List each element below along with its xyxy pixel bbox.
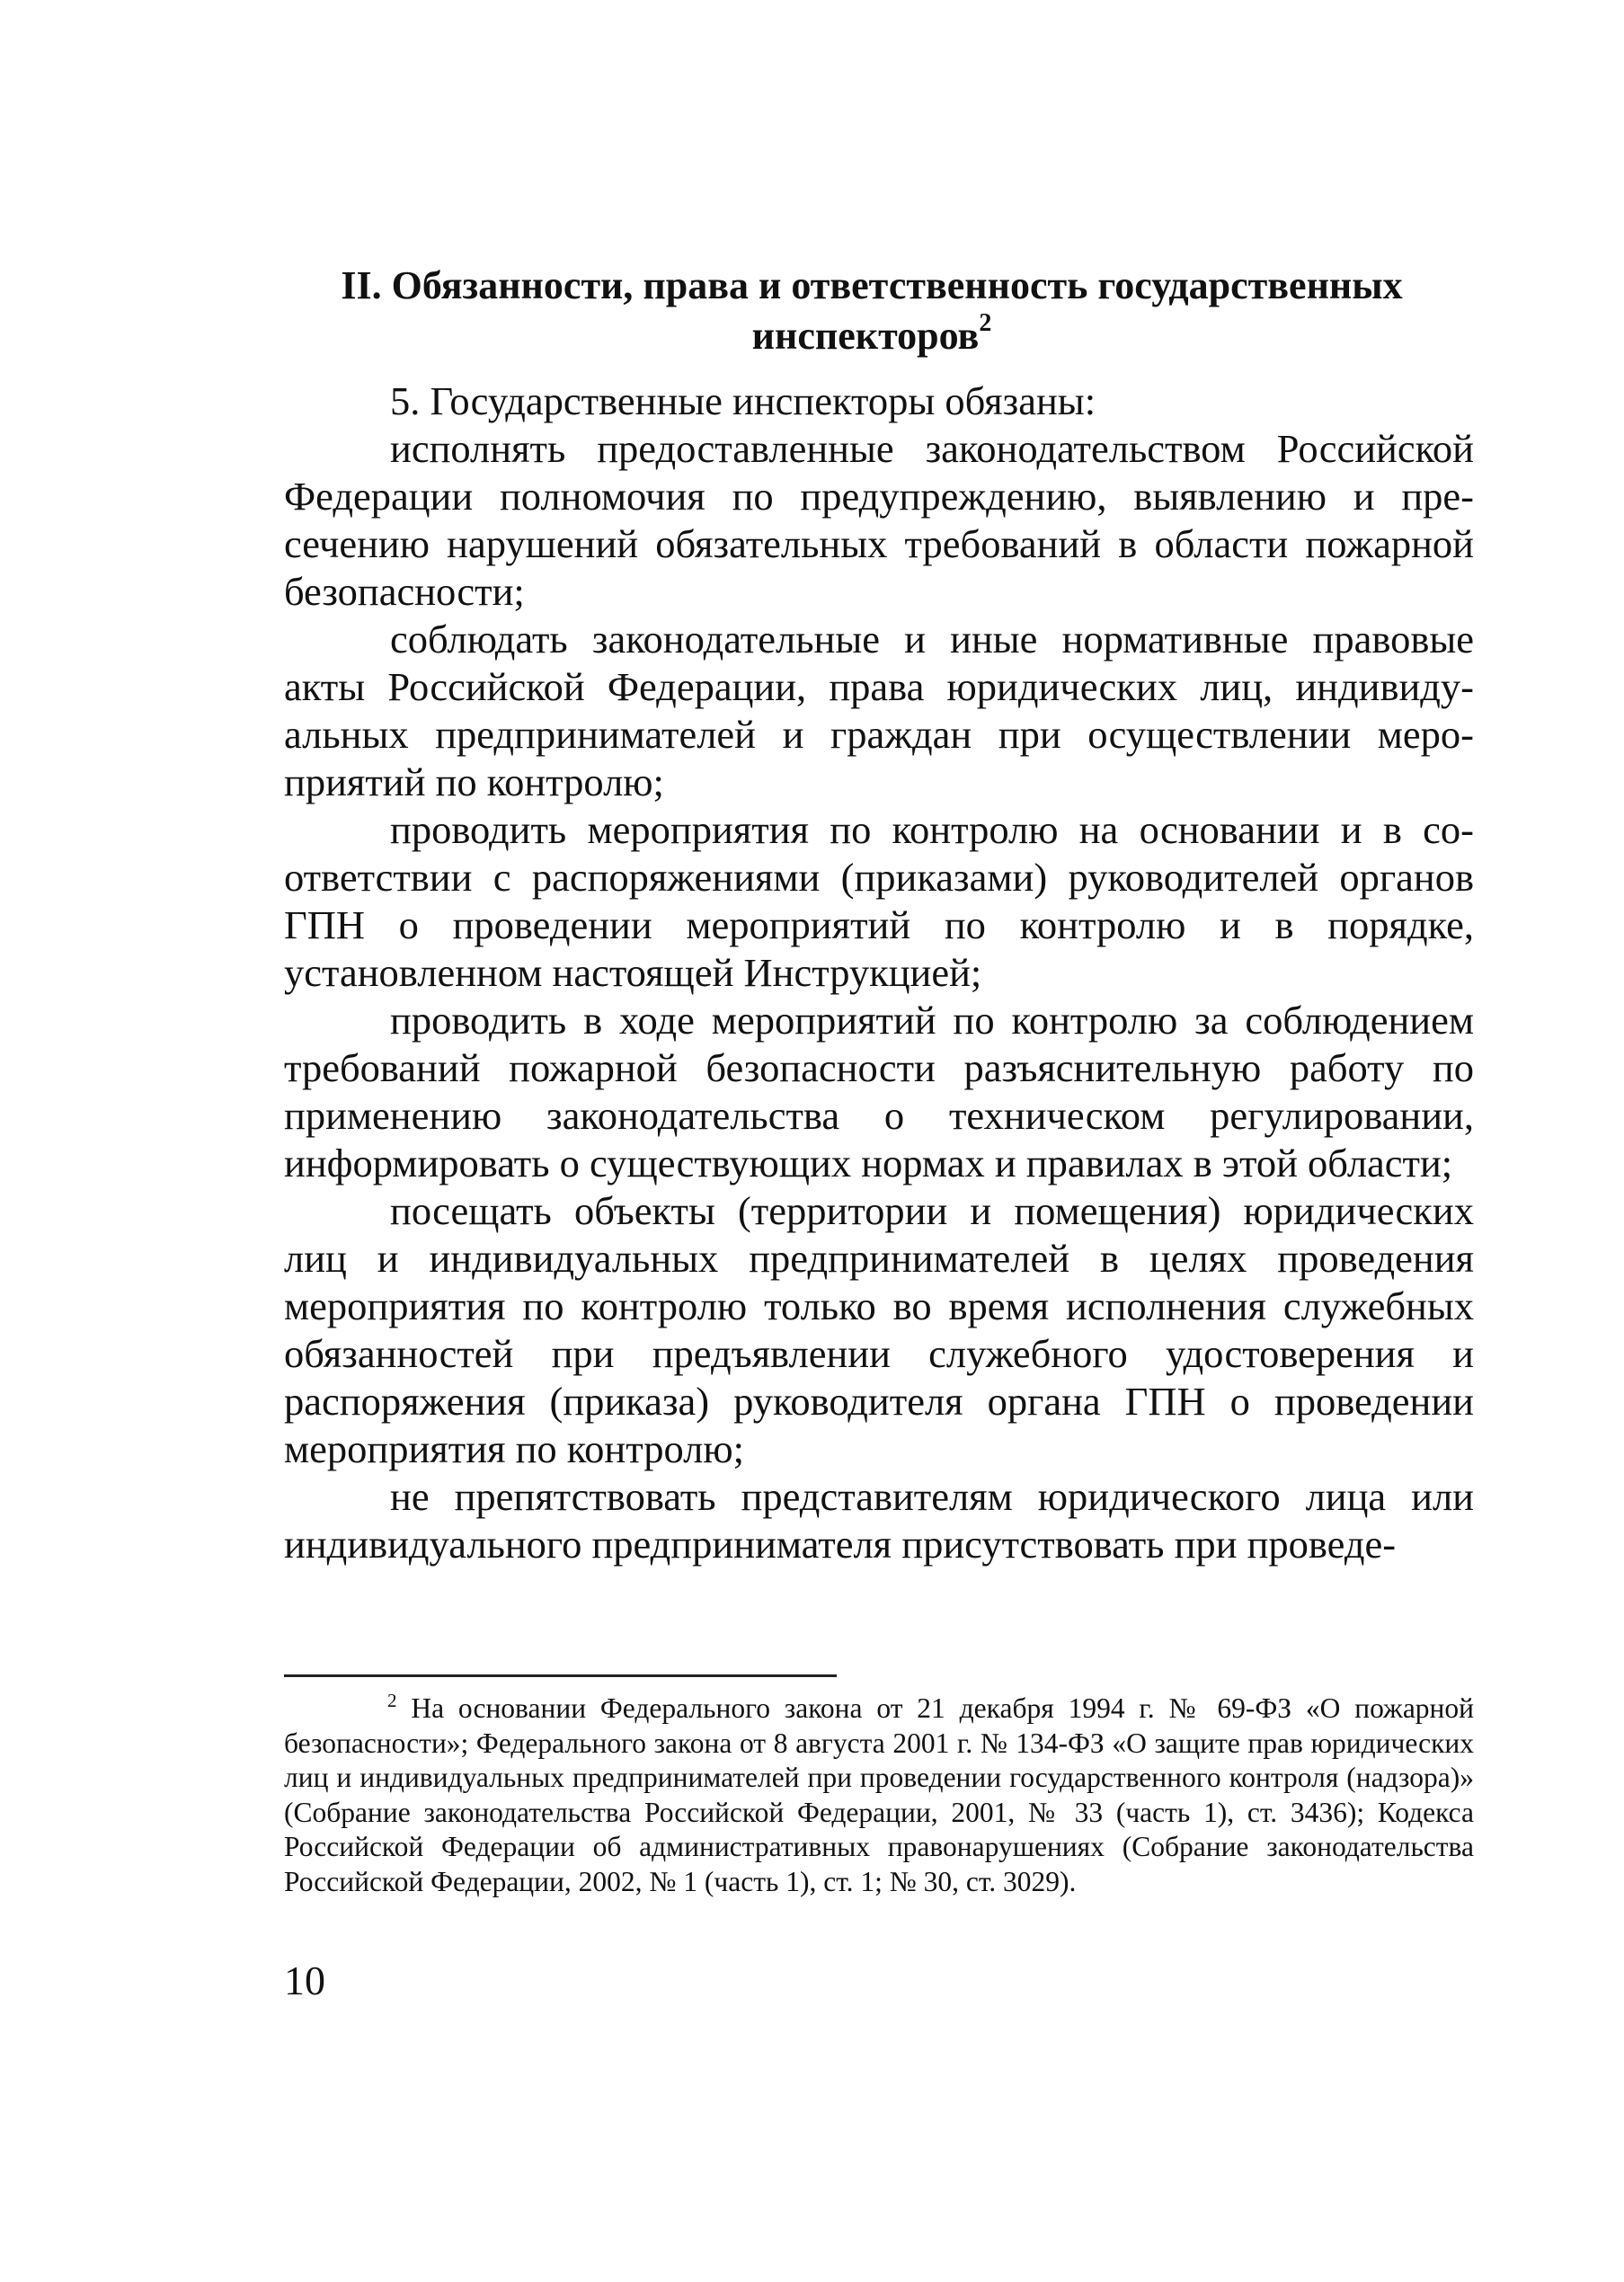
paragraph-duty-powers: исполнять предоставленные законодательством Российской Федерации полномочия по предупреждению, выявлению и пресечению нарушений обязательных требований в области пожарной безопасности; bbox=[284, 426, 1474, 614]
paragraph-duty-inspections: проводить мероприятия по контролю на основании и в соответствии с распоряжениями (приказами) руководителей органов ГПН о проведении мероприятий по контролю и в порядке, установленном настоящей Инструкцией; bbox=[284, 807, 1474, 995]
heading-footnote-marker: 2 bbox=[979, 309, 992, 337]
body-text bbox=[284, 377, 1474, 1568]
section-heading bbox=[270, 261, 1474, 361]
page-number: 10 bbox=[284, 1958, 325, 2003]
footnote-separator bbox=[284, 1674, 837, 1677]
paragraph-duty-visit: посещать объекты (территории и помещения) юридических лиц и индивидуальных предпринимателей в целях проведения мероприятия по контролю только во время исполнения служебных обязанностей при предъявлении служебного удостоверения и распоряжения (приказа) руководителя органа ГПН о проведении мероприятия по контролю; bbox=[284, 1188, 1474, 1471]
footnote-text: На основании Федерального закона от 21 декабря 1994 г. № 69-ФЗ «О пожарной безопасности»; Федерального закона от 8 августа 2001 г. № 134-ФЗ «О защите прав юридических лиц и индивидуальных предпринимателей при проведении государственного контроля (надзора)» (Собрание законодательства Российской Федерации, 2001, № 33 (часть 1), ст. 3436); Кодекса Российской Федерации об административных правонарушениях (Собрание законодательства Российской Федерации, 2002, № 1 (часть 1), ст. 1; № 30, ст. 3029). bbox=[284, 1692, 1475, 1897]
paragraph-duty-not-obstruct: не препятствовать представителям юридического лица или индивидуального предпринимателя присутствовать при проведе- bbox=[284, 1474, 1474, 1567]
paragraph-duty-explain: проводить в ходе мероприятий по контролю за соблюдением требований пожарной безопасности разъяснительную работу по применению законодательства о техническом регулировании, информировать о существующих нормах и правилах в этой области; bbox=[284, 998, 1474, 1185]
footnote bbox=[284, 1692, 1474, 1899]
paragraph-intro: 5. Государственные инспекторы обязаны: bbox=[390, 378, 1096, 423]
section-heading-text: II. Обязанности, права и ответственность государственных инспекторов bbox=[341, 263, 1403, 358]
footnote-marker: 2 bbox=[387, 1690, 397, 1711]
paragraph-duty-comply: соблюдать законодательные и иные нормативные правовые акты Российской Федерации, права юридических лиц, индивидуальных предпринимателей и граждан при осуществлении мероприятий по контролю; bbox=[284, 617, 1474, 804]
